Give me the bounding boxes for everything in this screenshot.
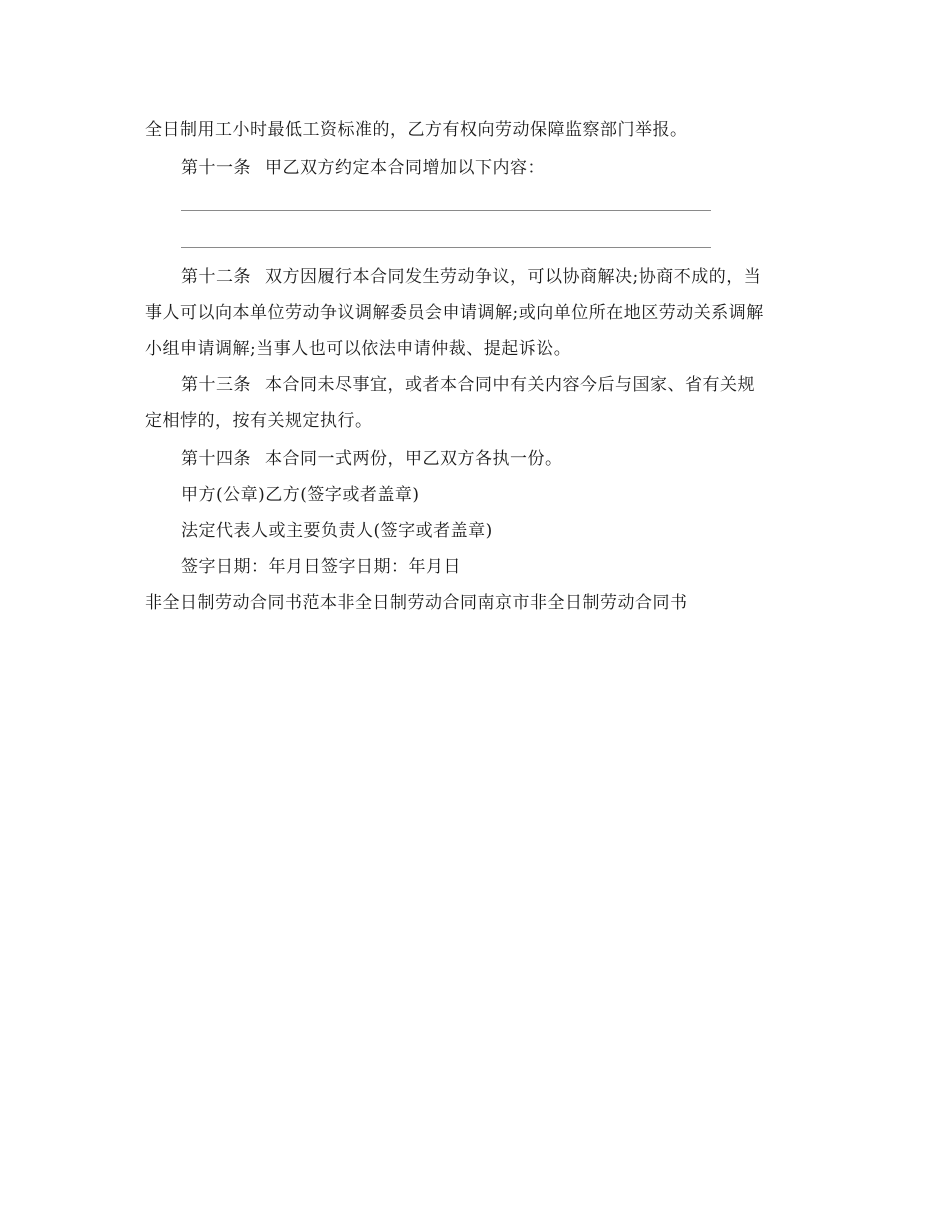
article-12-text-line-1: 双方因履行本合同发生劳动争议，可以协商解决;协商不成的，当 bbox=[265, 267, 762, 287]
article-13-text-line-2: 定相悖的，按有关规定执行。 bbox=[145, 411, 373, 431]
article-13-number: 第十三条 bbox=[181, 375, 251, 395]
article-11-text: 甲乙双方约定本合同增加以下内容： bbox=[265, 158, 545, 178]
article-14-number: 第十四条 bbox=[181, 449, 251, 469]
article-12-number: 第十二条 bbox=[181, 267, 251, 287]
article-14-text: 本合同一式两份，甲乙双方各执一份。 bbox=[265, 449, 563, 469]
paragraph-continuation: 全日制用工小时最低工资标准的，乙方有权向劳动保障监察部门举报。 bbox=[145, 120, 688, 140]
article-13 bbox=[181, 374, 755, 396]
article-14 bbox=[181, 448, 563, 470]
article-12-text-line-3: 小组申请调解;当事人也可以依法申请仲裁、提起诉讼。 bbox=[145, 339, 572, 359]
article-11-number: 第十一条 bbox=[181, 158, 251, 178]
article-12 bbox=[181, 266, 761, 288]
document-footer-keywords: 非全日制劳动合同书范本非全日制劳动合同南京市非全日制劳动合同书 bbox=[145, 593, 688, 613]
article-13-text-line-1: 本合同未尽事宜，或者本合同中有关内容今后与国家、省有关规 bbox=[265, 375, 755, 395]
signature-parties-line: 甲方(公章)乙方(签字或者盖章) bbox=[181, 485, 420, 505]
signature-representative-line: 法定代表人或主要负责人(签字或者盖章) bbox=[181, 521, 493, 541]
signature-date-line: 签字日期：年月日签字日期：年月日 bbox=[181, 557, 461, 577]
blank-fill-line-1 bbox=[181, 210, 711, 211]
blank-fill-line-2 bbox=[181, 247, 711, 248]
article-11 bbox=[181, 157, 545, 179]
article-12-text-line-2: 事人可以向本单位劳动争议调解委员会申请调解;或向单位所在地区劳动关系调解 bbox=[145, 303, 764, 323]
